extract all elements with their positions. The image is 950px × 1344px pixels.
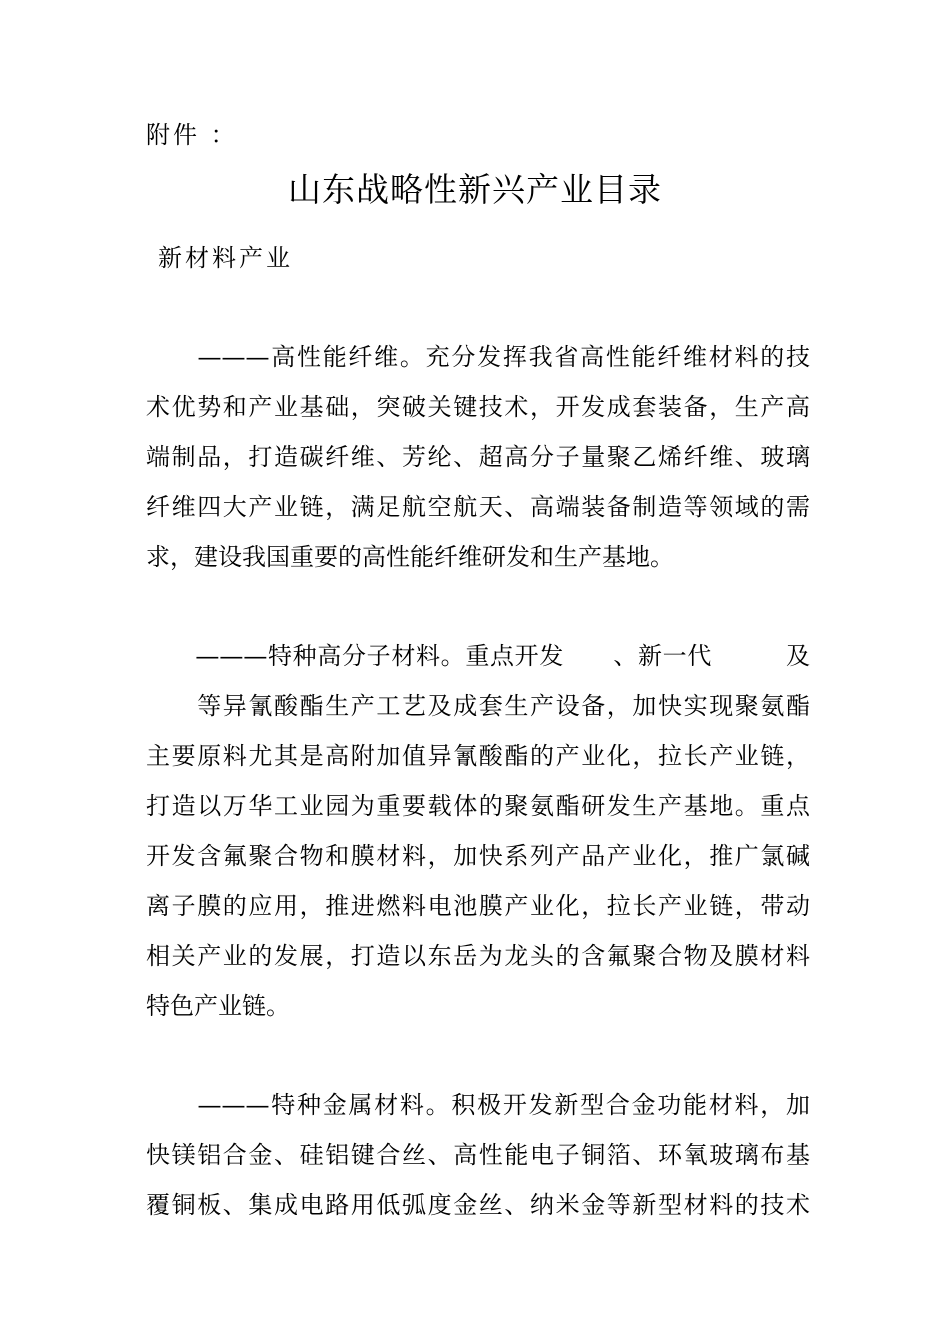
paragraph-line: 覆铜板、集成电路用低弧度金丝、纳米金等新型材料的技术	[146, 1191, 810, 1219]
paragraph-line: 特色产业链。	[146, 992, 290, 1020]
paragraph-special-polymer	[146, 631, 810, 1031]
paragraph-line: 开发含氟聚合物和膜材料，加快系列产品产业化，推广氯碱	[146, 842, 810, 870]
paragraph-line: ———高性能纤维。充分发挥我省高性能纤维材料的技	[146, 343, 810, 371]
paragraph-line: 打造以万华工业园为重要载体的聚氨酯研发生产基地。重点	[146, 792, 810, 820]
paragraph-line: 端制品，打造碳纤维、芳纶、超高分子量聚乙烯纤维、玻璃	[146, 443, 810, 471]
attachment-label: 附件 ：	[146, 121, 238, 149]
paragraph-line: 相关产业的发展，打造以东岳为龙头的含氟聚合物及膜材料	[146, 942, 810, 970]
paragraph-line: 求，建设我国重要的高性能纤维研发和生产基地。	[146, 543, 674, 571]
paragraph-line: 离子膜的应用，推进燃料电池膜产业化，拉长产业链，带动	[146, 892, 810, 920]
paragraph-line: 等异氰酸酯生产工艺及成套生产设备，加快实现聚氨酯	[146, 692, 810, 720]
paragraph-line: 主要原料尤其是高附加值异氰酸酯的产业化，拉长产业链，	[146, 742, 810, 770]
paragraph-line: 快镁铝合金、硅铝键合丝、高性能电子铜箔、环氧玻璃布基	[146, 1141, 810, 1169]
paragraph-line: ———特种高分子材料。重点开发 、新一代 及	[146, 642, 810, 670]
paragraph-line: 纤维四大产业链，满足航空航天、高端装备制造等领域的需	[146, 493, 810, 521]
paragraph-special-metal	[146, 1080, 810, 1230]
paragraph-high-performance-fiber	[146, 332, 810, 582]
paragraph-line: 术优势和产业基础，突破关键技术，开发成套装备，生产高	[146, 393, 810, 421]
paragraph-line: ———特种金属材料。积极开发新型合金功能材料，加	[146, 1091, 810, 1119]
section-heading: 新材料产业	[158, 244, 293, 272]
document-title: 山东战略性新兴产业目录	[288, 170, 662, 209]
